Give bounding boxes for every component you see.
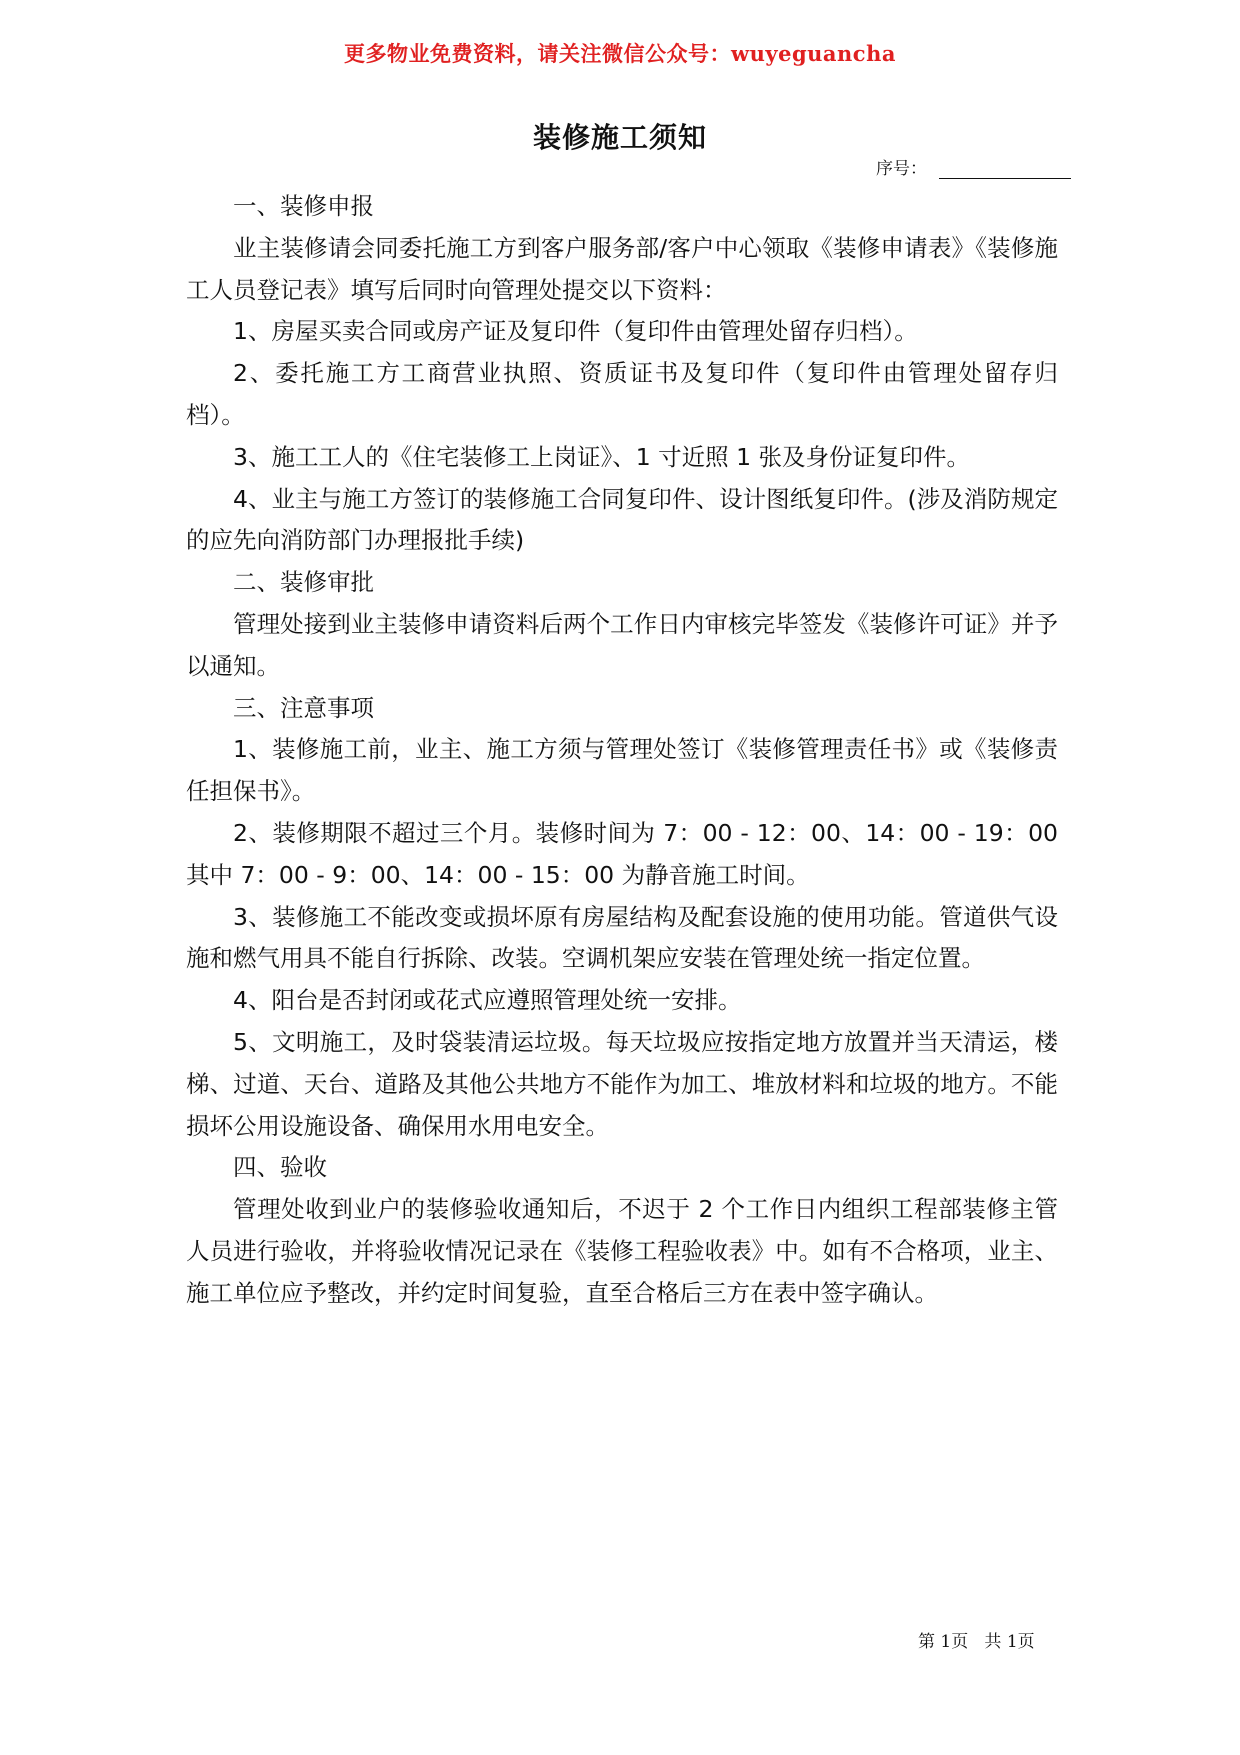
list-item: 4、阳台是否封闭或花式应遵照管理处统一安排。 <box>233 986 742 1015</box>
list-item: 1、房屋买卖合同或房产证及复印件（复印件由管理处留存归档）。 <box>233 317 918 346</box>
list-item: 2、委托施工方工商营业执照、资质证书及复印件（复印件由管理处留存归档）。 <box>186 359 1058 429</box>
list-item: 4、业主与施工方签订的装修施工合同复印件、设计图纸复印件。(涉及消防规定的应先向消防部门办理报批手续) <box>186 484 1058 555</box>
page-number: 第 1页 共 1页 <box>918 1632 1035 1652</box>
serial-number-blank <box>939 158 1071 179</box>
promo-banner: 更多物业免费资料，请关注微信公众号：wuyeguancha <box>344 41 896 66</box>
paragraph-application-intro: 业主装修请会同委托施工方到客户服务部/客户中心领取《装修申请表》《装修施工人员登记表》填写后同时向管理处提交以下资料： <box>186 233 1058 304</box>
section-heading-acceptance: 四、验收 <box>233 1153 327 1182</box>
section-heading-notes: 三、注意事项 <box>233 693 374 722</box>
list-item: 5、文明施工，及时袋装清运垃圾。每天垃圾应按指定地方放置并当天清运，楼梯、过道、天台、道路及其他公共地方不能作为加工、堆放材料和垃圾的地方。不能损坏公用设施设备、确保用水用电安全。 <box>186 1027 1058 1140</box>
document-body <box>186 186 1058 1315</box>
section-heading-approval: 二、装修审批 <box>233 568 374 597</box>
section-heading-application: 一、装修申报 <box>233 192 374 220</box>
list-item: 1、装修施工前，业主、施工方须与管理处签订《装修管理责任书》或《装修责任担保书》。 <box>186 735 1058 806</box>
paragraph-approval: 管理处接到业主装修申请资料后两个工作日内审核完毕签发《装修许可证》并予以通知。 <box>186 609 1058 680</box>
serial-number-field <box>876 154 1071 179</box>
list-item: 3、施工工人的《住宅装修工上岗证》、1 寸近照 1 张及身份证复印件。 <box>233 442 971 471</box>
list-item: 3、装修施工不能改变或损坏原有房屋结构及配套设施的使用功能。管道供气设施和燃气用具不能自行拆除、改装。空调机架应安装在管理处统一指定位置。 <box>186 902 1058 973</box>
list-item: 2、装修期限不超过三个月。装修时间为 7：00 - 12：00、14：00 - 19：00 其中 7：00 - 9：00、14：00 - 15：00 为静音施工时间。 <box>186 818 1058 889</box>
serial-number-label: 序号： <box>876 159 927 179</box>
document-title: 装修施工须知 <box>532 121 707 154</box>
paragraph-acceptance: 管理处收到业户的装修验收通知后，不迟于 2 个工作日内组织工程部装修主管人员进行验收，并将验收情况记录在《装修工程验收表》中。如有不合格项，业主、施工单位应予整改，并约定时间复验，直至合格后三方在表中签字确认。 <box>186 1195 1058 1307</box>
